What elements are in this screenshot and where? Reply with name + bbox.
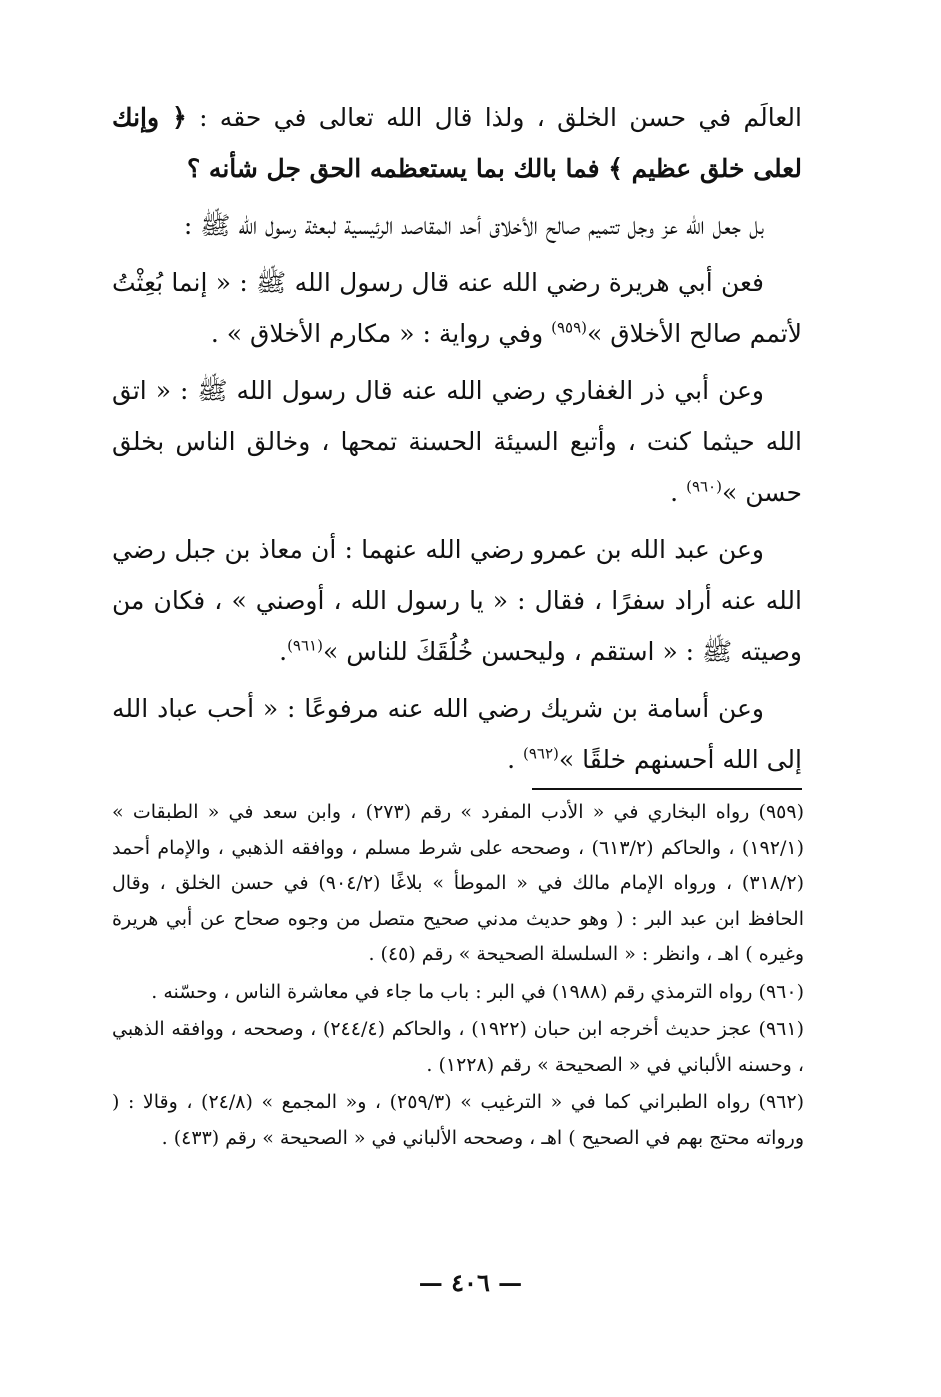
paragraph-3-tail: وفي رواية : « مكارم الأخلاق » . bbox=[210, 319, 552, 348]
paragraph-1 bbox=[112, 92, 802, 194]
footnote-number: (٩٥٩) bbox=[758, 801, 804, 823]
footnote-divider bbox=[532, 788, 802, 790]
paragraph-4-text: وعن أبي ذر الغفاري رضي الله عنه قال رسول الله ﷺ : « اتق الله حيثما كنت ، وأتبع السيئة الحسنة تمحها ، وخالق الناس بخلق حسن » bbox=[112, 376, 802, 507]
footnote-text: رواه الترمذي رقم (١٩٨٨) في البر : باب ما جاء في معاشرة الناس ، وحسّنه . bbox=[151, 980, 759, 1003]
footnote-960 bbox=[112, 975, 804, 1011]
footnote-959 bbox=[112, 795, 804, 973]
page-number: — ٤٠٦ — bbox=[418, 1268, 523, 1297]
paragraph-2: بل جعل الله عز وجل تتميم صالح الأخلاق أحد المقاصد الرئيسية لبعثة رسول الله ﷺ : bbox=[183, 211, 764, 240]
footnote-ref-960[interactable]: (٩٦٠) bbox=[686, 477, 722, 496]
paragraph-3-text: فعن أبي هريرة رضي الله عنه قال رسول الله ﷺ : « إنما بُعِثْتُ لأتمم صالح الأخلاق » bbox=[112, 268, 802, 348]
footnote-text: عجز حديث أخرجه ابن حبان (١٩٢٢) ، والحاكم (٢٤٤/٤) ، وصححه ، ووافقه الذهبي ، وحسنه الألباني في « الصحيحة » رقم (١٢٢٨) . bbox=[112, 1018, 804, 1076]
paragraph-6-tail: . bbox=[507, 745, 523, 774]
main-text bbox=[112, 92, 802, 785]
paragraph-5 bbox=[112, 524, 802, 677]
footnote-text: رواه البخاري في « الأدب المفرد » رقم (٢٧٣) ، وابن سعد في « الطبقات » (١٩٢/١) ، والحاكم (٦١٣/٢) ، وصححه على شرط مسلم ، ووافقه الذهبي ، والإمام أحمد (٣١٨/٢) ، ورواه الإمام مالك في « الموطأ » بلاغًا (٩٠٤/٢) في حسن الخلق ، وقال الحافظ ابن عبد البر : ( وهو حديث مدني صحيح متصل من وجوه صحاح عن أبي هريرة وغيره ) اهـ ، وانظر : « السلسلة الصحيحة » رقم (٤٥) . bbox=[112, 801, 805, 965]
footnote-text: رواه الطبراني كما في « الترغيب » (٢٥٩/٣) ، و« المجمع » (٢٤/٨) ، وقالا : ( ورواته محتج بهم في الصحيح ) اهـ ، وصححه الألباني في « الصحيحة » رقم (٤٣٣) . bbox=[112, 1091, 804, 1149]
footnote-ref-961[interactable]: (٩٦١) bbox=[287, 636, 323, 655]
paragraph-6-text: وعن أسامة بن شريك رضي الله عنه مرفوعًا : « أحب عباد الله إلى الله أحسنهم خلقًا » bbox=[112, 694, 802, 774]
paragraph-4 bbox=[112, 365, 802, 518]
paragraph-5-text: وعن عبد الله بن عمرو رضي الله عنهما : أن معاذ بن جبل رضي الله عنه أراد سفرًا ، فقال : « يا رسول الله ، أوصني » ، فكان من وصيته ﷺ : « استقم ، وليحسن خُلُقَكَ للناس » bbox=[112, 535, 802, 666]
footnotes bbox=[112, 795, 804, 1158]
footnote-ref-959[interactable]: (٩٥٩) bbox=[551, 318, 587, 337]
quran-verse: ﴿ وإنك لعلى خلق عظيم ﴾ bbox=[112, 103, 802, 183]
footnote-number: (٩٦١) bbox=[758, 1018, 804, 1040]
paragraph-4-tail: . bbox=[670, 478, 687, 507]
footnote-961 bbox=[112, 1012, 804, 1083]
paragraph-5-tail: . bbox=[279, 637, 288, 666]
paragraph-1-text-b: فما بالك بما يستعظمه الحق جل شأنه ؟ bbox=[186, 154, 609, 183]
paragraph-3 bbox=[112, 257, 802, 359]
footnote-962 bbox=[112, 1085, 804, 1156]
footnote-number: (٩٦٢) bbox=[758, 1091, 804, 1113]
paragraph-6 bbox=[112, 683, 802, 785]
footnote-ref-962[interactable]: (٩٦٢) bbox=[522, 744, 559, 763]
paragraph-1-text-a: العالَم في حسن الخلق ، ولذا قال الله تعالى في حقه : bbox=[186, 103, 802, 132]
footnote-number: (٩٦٠) bbox=[758, 980, 804, 1003]
